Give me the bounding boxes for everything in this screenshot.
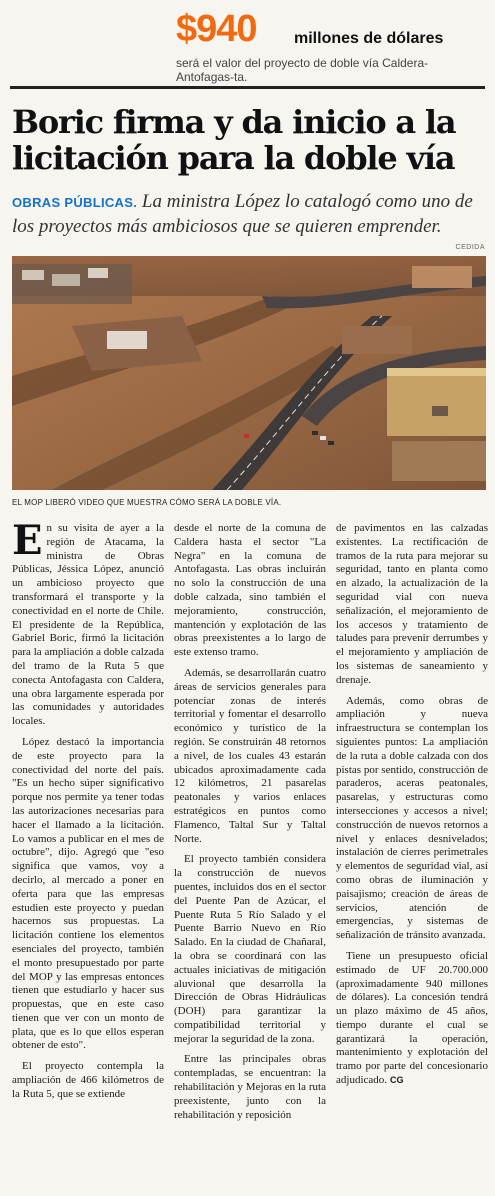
article-paragraph: Tiene un presupuesto oficial estimado de UF 20.700.000 (aproximadamente 940 millones de dólares). La concesión tendrá un plazo máximo de 45 años, tiempo durante el cual se garantizará la operación, mantenimiento y explotación del tramo por parte del concesionario adjudicado. CG bbox=[336, 949, 488, 1087]
amount-description: será el valor del proyecto de doble vía Caldera- Antofagas-ta. bbox=[176, 56, 429, 84]
article-paragraph: desde el norte de la comuna de Caldera hasta el sector "La Negra" en la comuna de Antofagasta. Las obras incluirán no solo la construcción de una doble calzada, sino también el mejoramiento, construcción, mantención y explotación de las obras preexistentes a lo largo de este extenso tramo. bbox=[174, 522, 326, 659]
drop-cap: E bbox=[12, 517, 43, 564]
article-column-2 bbox=[174, 522, 326, 1129]
article-paragraph: En su visita de ayer a la región de Atacama, la ministra de Obras Públicas, Jéssica López, anunció un ambicioso proyecto que transformará el transporte y la conectividad en el norte de Chile. El presidente de la República, Gabriel Boric, firmó la licitación para la ampliación a doble calzada del tramo de la Ruta 5 que conecta Antofagasta con Caldera, una obra largamente esperada por las comunidades y autoridades locales. bbox=[12, 517, 164, 728]
article-paragraph: Además, se desarrollarán cuatro áreas de servicios generales para potenciar zonas de interés territorial y fomentar el desarrollo económico y turístico de la región. Se construirán 48 retornos a nivel, de los cuales 43 estarán ubicados aproximadamente cada 12 kilómetros, 21 pasarelas peatonales y varios enlaces estratégicos en puntos como Flamenco, Taltal Sur y Taltal Norte. bbox=[174, 666, 326, 845]
subhead-text: La ministra López lo catalogó como uno de los proyectos más ambiciosos que se quieren emprender. bbox=[12, 191, 473, 237]
subhead bbox=[12, 190, 487, 239]
top-rule bbox=[10, 86, 485, 89]
amount-figure: $940 bbox=[176, 8, 257, 50]
photo-caption: EL MOP LIBERÓ VIDEO QUE MUESTRA CÓMO SERÁ LA DOBLE VÍA. bbox=[12, 498, 282, 507]
article-paragraph: El proyecto contempla la ampliación de 466 kilómetros de la Ruta 5, que se extiende bbox=[12, 1060, 164, 1100]
highlight-figure bbox=[170, 6, 490, 86]
article-paragraph: El proyecto también considera la construcción de nuevos puentes, incluidos dos en el sector del Puente Pan de Azúcar, el Puente Ruta 5 Río Salado y el Puente Barrio Nuevo en Río Salado. En la ciudad de Chañaral, la obra se coordinará con las actuales iniciativas de mitigación aluvional que desarrolla la Dirección de Obras Hidráulicas (DOH) para garantizar la compatibilidad territorial y mejorar la seguridad de la zona. bbox=[174, 853, 326, 1045]
highway-rendering-photo bbox=[12, 256, 486, 490]
article-paragraph: Entre las principales obras contempladas, se encuentran: la rehabilitación y Mejoras en la ruta preexistente, junto con la rehabilitación y reposición bbox=[174, 1053, 326, 1121]
photo-credit: CEDIDA bbox=[455, 244, 485, 251]
amount-unit: millones de dólares bbox=[294, 30, 444, 47]
headline: Boric firma y da inicio a la licitación para la doble vía bbox=[12, 103, 456, 177]
article-paragraph: de pavimentos en las calzadas existentes. La rectificación de tramos de la ruta para mejorar su seguridad, tanto en planta como en alzado, la actualización de la seguridad vial con nueva señalización, el mejoramiento de los accesos y tratamiento de taludes para prevenir derrumbes y el mejoramiento y ampliación de los sistemas de saneamiento y drenaje. bbox=[336, 522, 488, 686]
article-column-1 bbox=[12, 517, 164, 1109]
section-tag: OBRAS PÚBLICAS. bbox=[12, 195, 138, 210]
article-paragraph: López destacó la importancia de este proyecto para la conectividad del norte del país. "Es un hecho súper significativo porque nos permite ya tener todas las autorizaciones necesarias para hacer el llamado a la licitación. Lo vamos a publicar en el mes de octubre", dijo. Agregó que "eso significa que vamos, voy a decirlo, al mercado a poner en oferta para que las empresas estudien este proyecto y puedan hacernos sus propuestas. La licitación contiene los elementos esenciales del proyecto, también el monto presupuestado por parte del MOP y las empresas entonces tienen que estudiarlo y hacer sus propuestas, que en este caso tienen que ver con un monto de plata, que es lo que ellos esperan obtener de esto". bbox=[12, 735, 164, 1052]
end-mark: CG bbox=[390, 1075, 404, 1086]
article-paragraph: Además, como obras de ampliación y nueva infraestructura se contemplan los siguientes puntos: La ampliación de la ruta a doble calzada con dos pistas por sentido, construcción de paraderos, aceras peatonales, pasarelas, y estructuras como intersecciones y accesos a nivel; construcción de nuevos retornos a nivel y enlaces desnivelados; instalación de cierres perimetrales y elementos de seguridad vial, así como obras de iluminación y paisajismo; creación de áreas de servicios, atención de emergencias, y sistemas de señalización de tránsito avanzada. bbox=[336, 694, 488, 942]
article-column-3 bbox=[336, 522, 488, 1095]
